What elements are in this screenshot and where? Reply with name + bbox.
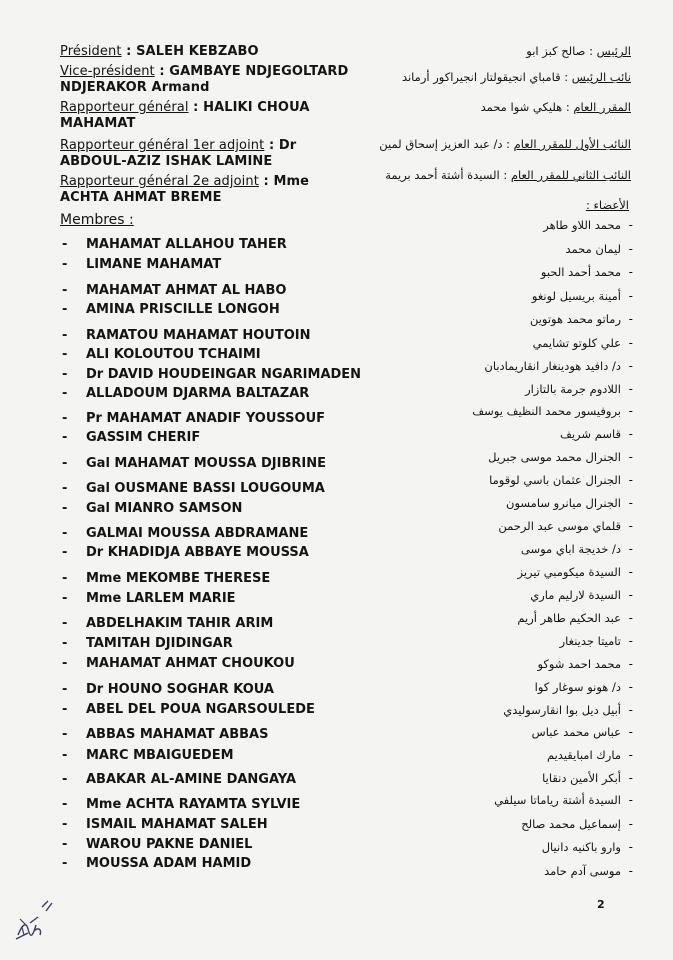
member-name-ar: محمد احمد شوكو [537, 657, 621, 671]
member-bullet: - [62, 545, 68, 560]
member-name-fr: Mme ACHTA RAYAMTA SYLVIE [86, 797, 301, 812]
member-name-ar: السيدة لارليم ماري [530, 588, 621, 602]
member-name-fr: Mme MEKOMBE THERESE [86, 571, 271, 586]
page-number: 2 [597, 898, 605, 911]
member-bullet: - [62, 682, 68, 697]
officer-name-cont: MAHAMAT [60, 116, 136, 131]
member-bullet-ar: - [628, 725, 633, 739]
officer-name-cont: NDJERAKOR Armand [60, 80, 210, 95]
officer-rapporteur-2-ar [385, 168, 631, 182]
member-name-ar: السيدة أشتة رياماتا سيلفي [494, 793, 621, 807]
officer-president-fr [60, 44, 259, 59]
officer-rapporteur-1-fr-line2 [60, 154, 272, 169]
member-bullet-ar: - [628, 519, 633, 533]
member-name-ar: محمد أحمد الحبو [540, 265, 621, 279]
member-name-ar: عباس محمد عباس [531, 725, 621, 739]
member-bullet-ar: - [628, 289, 633, 303]
member-bullet: - [62, 616, 68, 631]
officer-name-ar: : هليكي شوا محمد [480, 100, 570, 114]
member-bullet: - [62, 656, 68, 671]
member-name-fr: ALLADOUM DJARMA BALTAZAR [86, 386, 310, 401]
member-bullet: - [62, 386, 68, 401]
member-name-ar: أبيل ديل بوا انقارسوليدي [503, 703, 621, 717]
member-bullet-ar: - [628, 242, 633, 256]
member-bullet-ar: - [628, 265, 633, 279]
member-bullet-ar: - [628, 840, 633, 854]
member-bullet: - [62, 748, 68, 763]
member-bullet-ar: - [628, 634, 633, 648]
role-label-ar: المقرر العام [573, 100, 631, 114]
member-name-ar: د/ دافيد هودينغار انقاريمادبان [484, 359, 621, 373]
member-bullet: - [62, 817, 68, 832]
member-name-fr: LIMANE MAHAMAT [86, 257, 222, 272]
member-name-fr: ISMAIL MAHAMAT SALEH [86, 817, 268, 832]
member-bullet: - [62, 856, 68, 871]
member-name-ar: أبكر الأمين دنقايا [542, 771, 621, 785]
member-bullet-ar: - [628, 588, 633, 602]
member-bullet: - [62, 501, 68, 516]
member-name-ar: أمينة بريسيل لونغو [531, 289, 621, 303]
member-name-ar: وارو باكنيه دانيال [541, 840, 621, 854]
member-bullet-ar: - [628, 565, 633, 579]
member-bullet: - [62, 328, 68, 343]
officer-name: : GAMBAYE NDJEGOLTARD [154, 64, 349, 79]
member-name-fr: RAMATOU MAHAMAT HOUTOIN [86, 328, 311, 343]
member-bullet-ar: - [628, 542, 633, 556]
role-label: Vice-président [60, 64, 155, 79]
member-name-ar: الجنرال ميانرو سامسون [506, 496, 621, 510]
member-name-ar: علي كلوتو تشايمي [532, 336, 621, 350]
member-name-fr: Mme LARLEM MARIE [86, 591, 236, 606]
member-bullet: - [62, 430, 68, 445]
officer-vice-president-ar [402, 70, 631, 84]
officer-vice-president-fr [60, 64, 348, 79]
member-bullet-ar: - [628, 450, 633, 464]
officer-name: : Mme [258, 174, 310, 189]
member-name-fr: MOUSSA ADAM HAMID [86, 856, 252, 871]
member-name-fr: Dr HOUNO SOGHAR KOUA [86, 682, 274, 697]
member-bullet: - [62, 456, 68, 471]
member-name-ar: الجنرال محمد موسى جبريل [488, 450, 621, 464]
member-bullet: - [62, 591, 68, 606]
officer-rapporteur-2-fr [60, 174, 309, 189]
member-name-fr: Gal MAHAMAT MOUSSA DJIBRINE [86, 456, 326, 471]
member-name-ar: ليمان محمد [565, 242, 621, 256]
member-name-ar: بروفيسور محمد النظيف يوسف [472, 404, 621, 418]
members-heading-ar: الأعضاء : [585, 198, 629, 212]
officer-vice-president-fr-line2 [60, 80, 210, 95]
member-name-ar: موسى آدم حامد [544, 864, 621, 878]
member-bullet-ar: - [628, 771, 633, 785]
role-label-ar: الرئيس [596, 44, 631, 58]
officer-name: : SALEH KEBZABO [121, 44, 259, 59]
officer-name-cont: ABDOUL-AZIZ ISHAK LAMINE [60, 154, 273, 169]
member-name-fr: MAHAMAT AHMAT CHOUKOU [86, 656, 295, 671]
member-bullet-ar: - [628, 703, 633, 717]
members-heading-fr: Membres : [60, 212, 134, 228]
officer-rapporteur-fr [60, 100, 309, 115]
member-bullet-ar: - [628, 427, 633, 441]
member-bullet-ar: - [628, 404, 633, 418]
officer-rapporteur-1-ar [379, 137, 631, 151]
member-name-fr: MARC MBAIGUEDEM [86, 748, 234, 763]
member-name-ar: د/ هونو سوغار كوا [534, 680, 621, 694]
member-bullet: - [62, 571, 68, 586]
officer-rapporteur-1-fr [60, 138, 296, 153]
member-bullet: - [62, 283, 68, 298]
member-bullet: - [62, 481, 68, 496]
member-bullet-ar: - [628, 336, 633, 350]
member-name-fr: Pr MAHAMAT ANADIF YOUSSOUF [86, 411, 326, 426]
member-bullet: - [62, 727, 68, 742]
officer-name-ar: : د/ عبد العزيز إسحاق لمين [379, 137, 510, 151]
member-name-fr: Gal OUSMANE BASSI LOUGOUMA [86, 481, 325, 496]
member-name-ar: عبد الحكيم طاهر أريم [517, 611, 621, 625]
officer-name-cont: ACHTA AHMAT BREME [60, 190, 222, 205]
member-bullet: - [62, 302, 68, 317]
member-name-fr: ABDELHAKIM TAHIR ARIM [86, 616, 274, 631]
member-name-ar: محمد اللاو طاهر [543, 218, 621, 232]
member-bullet-ar: - [628, 473, 633, 487]
officer-name-ar: : قامباي انجيقولتار انجيراكور أرماند [401, 70, 569, 84]
member-name-fr: ABAKAR AL-AMINE DANGAYA [86, 772, 297, 787]
officer-rapporteur-ar [481, 100, 631, 114]
role-label: Rapporteur général 1er adjoint [60, 138, 265, 153]
member-bullet: - [62, 526, 68, 541]
member-name-fr: Dr KHADIDJA ABBAYE MOUSSA [86, 545, 309, 560]
handwritten-signature-icon [8, 895, 60, 945]
member-bullet: - [62, 367, 68, 382]
member-bullet-ar: - [628, 312, 633, 326]
role-label-ar: نائب الرئيس [571, 70, 631, 84]
member-bullet: - [62, 411, 68, 426]
member-bullet-ar: - [628, 382, 633, 396]
member-name-ar: قاسم شريف [559, 427, 621, 441]
member-bullet: - [62, 347, 68, 362]
member-bullet: - [62, 237, 68, 252]
member-name-fr: TAMITAH DJIDINGAR [86, 636, 233, 651]
member-name-fr: AMINA PRISCILLE LONGOH [86, 302, 280, 317]
member-name-fr: ABEL DEL POUA NGARSOULEDE [86, 702, 315, 717]
member-bullet-ar: - [628, 817, 633, 831]
member-bullet: - [62, 772, 68, 787]
officer-name-ar: : السيدة أشتة أحمد بريمة [385, 168, 508, 182]
member-bullet-ar: - [628, 748, 633, 762]
member-bullet: - [62, 797, 68, 812]
officer-rapporteur-2-fr-line2 [60, 190, 222, 205]
member-name-ar: اللادوم جرمة بالتازار [525, 382, 621, 396]
member-bullet-ar: - [628, 657, 633, 671]
member-bullet-ar: - [628, 864, 633, 878]
officer-rapporteur-fr-line2 [60, 116, 136, 131]
member-name-fr: GASSIM CHERIF [86, 430, 201, 445]
officer-name-ar: : صالح كبز ابو [526, 44, 593, 58]
member-bullet-ar: - [628, 496, 633, 510]
member-name-ar: الجنرال عثمان باسي لوقوما [489, 473, 621, 487]
member-name-fr: WAROU PAKNE DANIEL [86, 837, 253, 852]
role-label: Rapporteur général 2e adjoint [60, 174, 259, 189]
member-name-ar: قلماي موسى عبد الرحمن [498, 519, 621, 533]
officer-president-ar [526, 44, 631, 58]
member-name-ar: مارك امبايقيديم [546, 748, 621, 762]
member-bullet-ar: - [628, 680, 633, 694]
member-name-fr: Dr DAVID HOUDEINGAR NGARIMADEN [86, 367, 362, 382]
member-bullet-ar: - [628, 793, 633, 807]
role-label-ar: النائب الأول للمقرر العام [513, 137, 631, 151]
role-label: Rapporteur général [60, 100, 189, 115]
member-name-fr: MAHAMAT AHMAT AL HABO [86, 283, 287, 298]
member-name-ar: د/ خديجة اباي موسى [520, 542, 621, 556]
officer-name: : Dr [264, 138, 297, 153]
member-bullet: - [62, 257, 68, 272]
member-name-fr: Gal MIANRO SAMSON [86, 501, 243, 516]
member-name-ar: السيدة ميكومبي تيريز [517, 565, 621, 579]
member-bullet-ar: - [628, 611, 633, 625]
member-name-fr: GALMAI MOUSSA ABDRAMANE [86, 526, 309, 541]
member-name-fr: MAHAMAT ALLAHOU TAHER [86, 237, 287, 252]
role-label: Président [60, 44, 122, 59]
member-name-fr: ABBAS MAHAMAT ABBAS [86, 727, 269, 742]
member-bullet: - [62, 702, 68, 717]
member-name-fr: ALI KOLOUTOU TCHAIMI [86, 347, 261, 362]
member-bullet: - [62, 636, 68, 651]
role-label-ar: النائب الثاني للمقرر العام [510, 168, 631, 182]
officer-name: : HALIKI CHOUA [188, 100, 310, 115]
member-name-ar: إسماعيل محمد صالح [521, 817, 621, 831]
member-bullet: - [62, 837, 68, 852]
member-bullet-ar: - [628, 218, 633, 232]
member-bullet-ar: - [628, 359, 633, 373]
member-name-ar: تاميتا جدينغار [559, 634, 621, 648]
member-name-ar: رماتو محمد هوتوين [529, 312, 621, 326]
